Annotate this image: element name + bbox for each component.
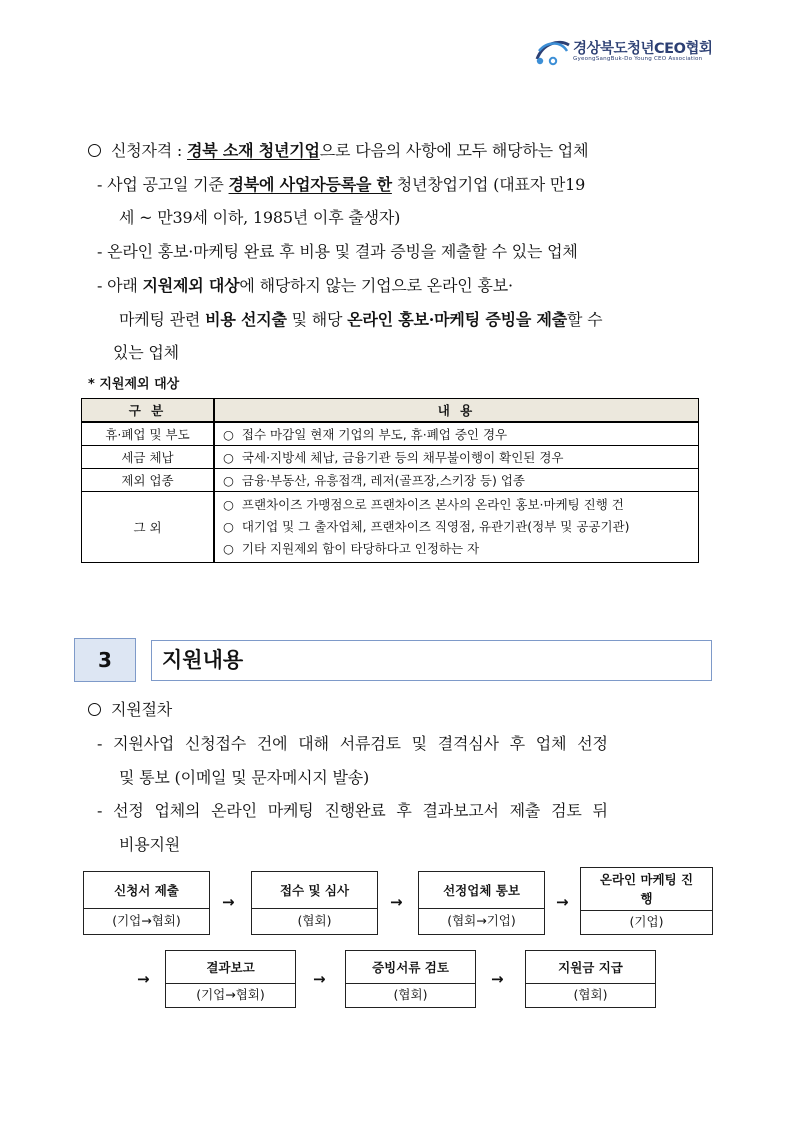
exclusion-table	[81, 398, 699, 563]
circle-bullet-icon: ○	[223, 497, 234, 512]
procedure-item-2-cont: 비용지원	[119, 835, 181, 854]
section-number: 3	[74, 638, 136, 682]
eligibility-item-3-cont: 마케팅 관련 비용 선지출 및 해당 온라인 홍보·마케팅 증빙을 제출할 수	[119, 310, 603, 329]
section-title: 지원내용	[151, 640, 712, 681]
row-content: ○ 프랜차이즈 가맹점으로 프랜차이즈 본사의 온라인 홍보·마케팅 진행 건 ○ 대기업 및 그 출자업체, 프랜차이즈 직영점, 유관기관(정부 및 공공기관) ○ 기타 지원제외 함이 타당하다고 인정하는 자	[214, 492, 699, 563]
flow-arrow: →	[556, 893, 569, 911]
flow-step-payment: 지원금 지급 (협회)	[525, 950, 656, 1008]
flow-step-evidence: 증빙서류 검토 (협회)	[345, 950, 476, 1008]
table-row	[82, 422, 699, 446]
exclusion-title: * 지원제외 대상	[88, 377, 180, 392]
procedure-lead: 지원절차	[88, 697, 172, 720]
flow-step-review: 접수 및 심사 (협회)	[251, 871, 378, 935]
logo-mark-icon	[533, 37, 571, 67]
header-category: 구 분	[82, 399, 215, 423]
row-content: ○ 금융·부동산, 유흥접객, 레저(골프장,스키장 등) 업종	[214, 469, 699, 492]
eligibility-item-2: - 온라인 홍보·마케팅 완료 후 비용 및 결과 증빙을 제출할 수 있는 업체	[97, 242, 578, 261]
circle-bullet-icon: ○	[223, 541, 234, 556]
procedure-item-1-cont: 및 통보 (이메일 및 문자메시지 발송)	[119, 768, 370, 787]
row-content: ○ 접수 마감일 현재 기업의 부도, 휴·폐업 중인 경우	[214, 422, 699, 446]
flow-arrow: →	[137, 970, 150, 988]
table-row	[82, 492, 699, 563]
row-content: ○ 국세·지방세 체납, 금융기관 등의 채무불이행이 확인된 경우	[214, 446, 699, 469]
circle-bullet-icon	[88, 144, 101, 157]
flow-step-apply: 신청서 제출 (기업→협회)	[83, 871, 210, 935]
header-content: 내 용	[214, 399, 699, 423]
table-row	[82, 469, 699, 492]
org-name: 경상북도청년CEO협회	[573, 41, 713, 57]
circle-bullet-icon: ○	[223, 473, 234, 488]
eligibility-item-1: - 사업 공고일 기준 경북에 사업자등록을 한 청년창업기업 (대표자 만19	[97, 175, 586, 194]
flow-arrow: →	[313, 970, 326, 988]
flow-step-report: 결과보고 (기업→협회)	[165, 950, 296, 1008]
org-logo	[533, 37, 733, 69]
eligibility-item-3-cont2: 있는 업체	[113, 343, 179, 362]
flow-arrow: →	[390, 893, 403, 911]
flow-step-marketing: 온라인 마케팅 진행 (기업)	[580, 867, 713, 935]
procedure-item-2: - 선정 업체의 온라인 마케팅 진행완료 후 결과보고서 제출 검토 뒤	[97, 801, 608, 820]
row-category: 세금 체납	[82, 446, 215, 469]
flow-arrow: →	[491, 970, 504, 988]
row-category: 그 외	[82, 492, 215, 563]
circle-bullet-icon	[88, 703, 101, 716]
circle-bullet-icon: ○	[223, 519, 234, 534]
eligibility-item-1-cont: 세 ~ 만39세 이하, 1985년 이후 출생자)	[119, 208, 401, 227]
circle-bullet-icon: ○	[223, 427, 234, 442]
procedure-item-1: - 지원사업 신청접수 건에 대해 서류검토 및 결격심사 후 업체 선정	[97, 734, 608, 753]
table-row	[82, 446, 699, 469]
eligibility-lead: 신청자격 : 경북 소재 청년기업으로 다음의 사항에 모두 해당하는 업체	[88, 138, 588, 161]
row-category: 휴·폐업 및 부도	[82, 422, 215, 446]
org-subtitle: GyeongSangBuk-Do Young CEO Association	[573, 56, 703, 62]
row-category: 제외 업종	[82, 469, 215, 492]
circle-bullet-icon: ○	[223, 450, 234, 465]
table-header-row	[82, 399, 699, 423]
flow-step-notify: 선정업체 통보 (협회→기업)	[418, 871, 545, 935]
eligibility-item-3: - 아래 지원제외 대상에 해당하지 않는 기업으로 온라인 홍보·	[97, 276, 513, 295]
flow-arrow: →	[222, 893, 235, 911]
